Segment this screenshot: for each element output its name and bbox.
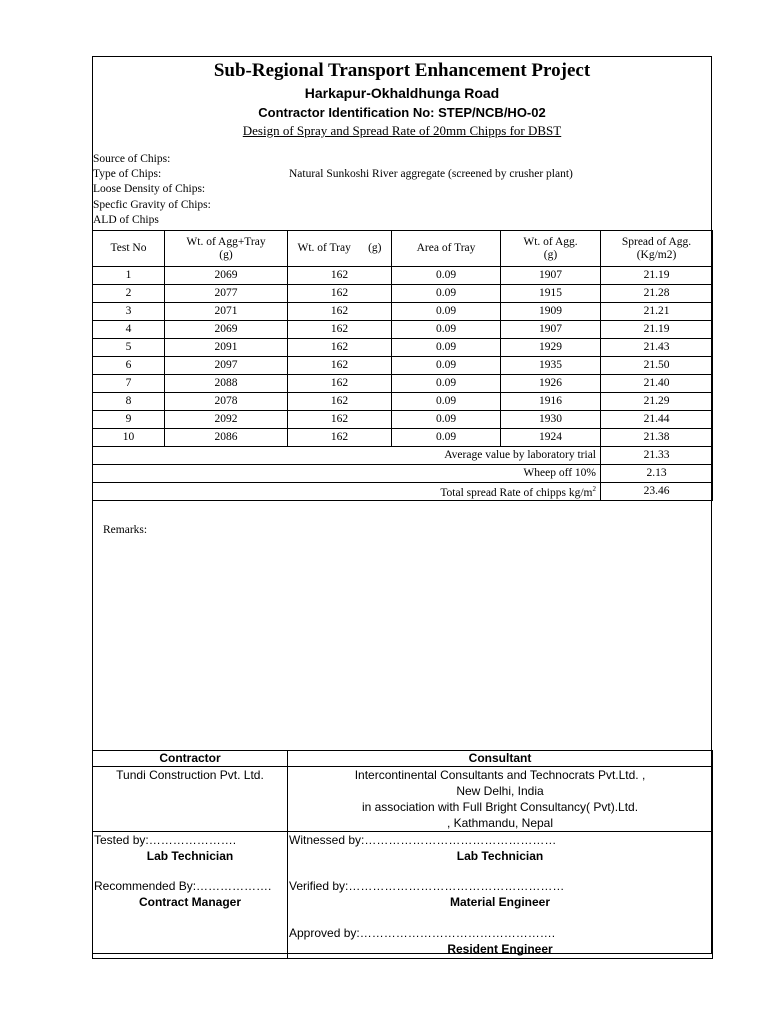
- col-spread-line2: (Kg/m2): [636, 248, 677, 261]
- cell-wt-agg-tray: 2091: [165, 339, 288, 357]
- cell-area-tray: 0.09: [392, 375, 501, 393]
- cell-wt-agg-tray: 2092: [165, 411, 288, 429]
- cell-wt-agg: 1916: [501, 393, 601, 411]
- table-row: [93, 303, 713, 321]
- col-test-no: Test No: [93, 231, 165, 267]
- cell-test-no: 3: [93, 303, 165, 321]
- cell-spread: 21.44: [601, 411, 713, 429]
- approved-role: Resident Engineer: [447, 942, 553, 956]
- cell-wt-agg: 1907: [501, 321, 601, 339]
- consultant-line-1: Intercontinental Consultants and Technocrats Pvt.Ltd. ,: [354, 768, 646, 782]
- cell-wt-tray: 162: [288, 393, 392, 411]
- consultant-line-4: , Kathmandu, Nepal: [446, 816, 554, 830]
- road-name: Harkapur-Okhaldhunga Road: [304, 85, 500, 101]
- cell-test-no: 7: [93, 375, 165, 393]
- wheep-value: 2.13: [601, 465, 713, 483]
- col-wt-agg-tray-line2: (g): [219, 248, 233, 261]
- col-wt-agg-line1: Wt. of Agg.: [523, 235, 578, 248]
- cell-spread: 21.50: [601, 357, 713, 375]
- consultant-names: [288, 767, 713, 832]
- cell-spread: 21.29: [601, 393, 713, 411]
- approved-by: Approved by:………………………………………….: [289, 926, 556, 940]
- verified-by: Verified by:………………………………………………: [289, 879, 565, 893]
- cell-area-tray: 0.09: [392, 411, 501, 429]
- cell-spread: 21.40: [601, 375, 713, 393]
- contractor-heading: Contractor: [93, 751, 288, 767]
- cell-wt-agg-tray: 2097: [165, 357, 288, 375]
- type-value: Natural Sunkoshi River aggregate (screened by crusher plant): [289, 168, 573, 180]
- cell-spread: 21.43: [601, 339, 713, 357]
- remarks-label: Remarks:: [103, 524, 148, 536]
- cell-wt-agg: 1915: [501, 285, 601, 303]
- source-label: Source of Chips:: [93, 153, 171, 165]
- document-sheet: [92, 56, 712, 954]
- cell-wt-agg-tray: 2071: [165, 303, 288, 321]
- table-row: [93, 375, 713, 393]
- cell-area-tray: 0.09: [392, 285, 501, 303]
- table-row: [93, 411, 713, 429]
- cell-wt-agg-tray: 2077: [165, 285, 288, 303]
- cell-wt-agg: 1930: [501, 411, 601, 429]
- table-row: [93, 393, 713, 411]
- cell-spread: 21.28: [601, 285, 713, 303]
- col-wt-agg-line2: (g): [543, 248, 558, 261]
- cell-test-no: 1: [93, 267, 165, 285]
- total-value: 23.46: [601, 483, 713, 501]
- cell-spread: 21.38: [601, 429, 713, 447]
- summary-row-average: [93, 447, 713, 465]
- table-row: [93, 285, 713, 303]
- cell-spread: 21.21: [601, 303, 713, 321]
- cell-wt-agg-tray: 2086: [165, 429, 288, 447]
- col-wt-tray: [288, 231, 392, 267]
- cell-wt-agg-tray: 2088: [165, 375, 288, 393]
- cell-wt-tray: 162: [288, 339, 392, 357]
- col-wt-tray-label: Wt. of Tray: [297, 242, 351, 254]
- recommended-by: Recommended By:……………….: [94, 879, 272, 893]
- col-spread-line1: Spread of Agg.: [621, 235, 692, 248]
- summary-row-total: [93, 483, 713, 501]
- cell-wt-tray: 162: [288, 267, 392, 285]
- tested-role: Lab Technician: [146, 849, 234, 863]
- type-label: Type of Chips:: [93, 168, 162, 180]
- summary-row-wheep: [93, 465, 713, 483]
- table-row: [93, 321, 713, 339]
- cell-test-no: 10: [93, 429, 165, 447]
- witnessed-by: Witnessed by:…………………………………………: [289, 833, 557, 847]
- consultant-line-3: in association with Full Bright Consultancy( Pvt).Ltd.: [361, 800, 639, 814]
- table-row: [93, 339, 713, 357]
- cell-area-tray: 0.09: [392, 357, 501, 375]
- cell-test-no: 8: [93, 393, 165, 411]
- col-spread: [601, 231, 713, 267]
- total-label: Total spread Rate of chipps kg/m: [440, 486, 593, 499]
- verified-role: Material Engineer: [449, 895, 551, 909]
- results-table: [92, 230, 713, 501]
- cell-wt-agg: 1935: [501, 357, 601, 375]
- cell-spread: 21.19: [601, 267, 713, 285]
- cell-test-no: 2: [93, 285, 165, 303]
- table-row: [93, 429, 713, 447]
- cell-area-tray: 0.09: [392, 321, 501, 339]
- table-header-row: [93, 231, 713, 267]
- signature-approvals-row: [93, 832, 713, 959]
- signature-table: [92, 750, 713, 959]
- cell-wt-agg-tray: 2069: [165, 321, 288, 339]
- col-area-tray: Area of Tray: [392, 231, 501, 267]
- contractor-name: Tundi Construction Pvt. Ltd.: [93, 767, 288, 832]
- recommended-role: Contract Manager: [138, 895, 242, 909]
- total-label-exponent: 2: [592, 485, 596, 494]
- cell-wt-tray: 162: [288, 429, 392, 447]
- signature-names-row: [93, 767, 713, 832]
- cell-wt-tray: 162: [288, 375, 392, 393]
- cell-area-tray: 0.09: [392, 393, 501, 411]
- contractor-signatures: [93, 832, 288, 959]
- table-row: [93, 267, 713, 285]
- gravity-label: Specfic Gravity of Chips:: [93, 199, 211, 211]
- total-label-cell: [93, 483, 601, 501]
- cell-test-no: 5: [93, 339, 165, 357]
- cell-wt-tray: 162: [288, 285, 392, 303]
- table-row: [93, 357, 713, 375]
- wheep-label: Wheep off 10%: [93, 465, 601, 483]
- cell-test-no: 9: [93, 411, 165, 429]
- cell-wt-tray: 162: [288, 357, 392, 375]
- cell-spread: 21.19: [601, 321, 713, 339]
- density-label: Loose Density of Chips:: [93, 183, 206, 195]
- cell-wt-agg: 1929: [501, 339, 601, 357]
- consultant-heading: Consultant: [288, 751, 713, 767]
- cell-area-tray: 0.09: [392, 339, 501, 357]
- document-title: Sub-Regional Transport Enhancement Project: [213, 60, 591, 81]
- signature-header-row: [93, 751, 713, 767]
- design-heading: Design of Spray and Spread Rate of 20mm Chipps for DBST: [242, 123, 562, 138]
- contractor-id: Contractor Identification No: STEP/NCB/HO-02: [258, 105, 546, 120]
- ald-label: ALD of Chips: [93, 214, 159, 226]
- col-wt-agg: [501, 231, 601, 267]
- average-label: Average value by laboratory trial: [93, 447, 601, 465]
- cell-wt-agg: 1926: [501, 375, 601, 393]
- col-wt-agg-tray: [165, 231, 288, 267]
- col-wt-tray-unit: (g): [368, 242, 382, 254]
- cell-wt-agg: 1924: [501, 429, 601, 447]
- cell-test-no: 4: [93, 321, 165, 339]
- cell-area-tray: 0.09: [392, 303, 501, 321]
- average-value: 21.33: [601, 447, 713, 465]
- cell-wt-tray: 162: [288, 411, 392, 429]
- consultant-line-2: New Delhi, India: [456, 784, 544, 798]
- tested-by: Tested by:………………….: [94, 833, 237, 847]
- witnessed-role: Lab Technician: [456, 849, 544, 863]
- cell-test-no: 6: [93, 357, 165, 375]
- cell-wt-agg-tray: 2069: [165, 267, 288, 285]
- consultant-signatures: [288, 832, 713, 959]
- cell-wt-tray: 162: [288, 321, 392, 339]
- cell-wt-agg: 1909: [501, 303, 601, 321]
- cell-area-tray: 0.09: [392, 429, 501, 447]
- cell-wt-tray: 162: [288, 303, 392, 321]
- cell-wt-agg: 1907: [501, 267, 601, 285]
- col-wt-agg-tray-line1: Wt. of Agg+Tray: [186, 235, 266, 248]
- cell-area-tray: 0.09: [392, 267, 501, 285]
- cell-wt-agg-tray: 2078: [165, 393, 288, 411]
